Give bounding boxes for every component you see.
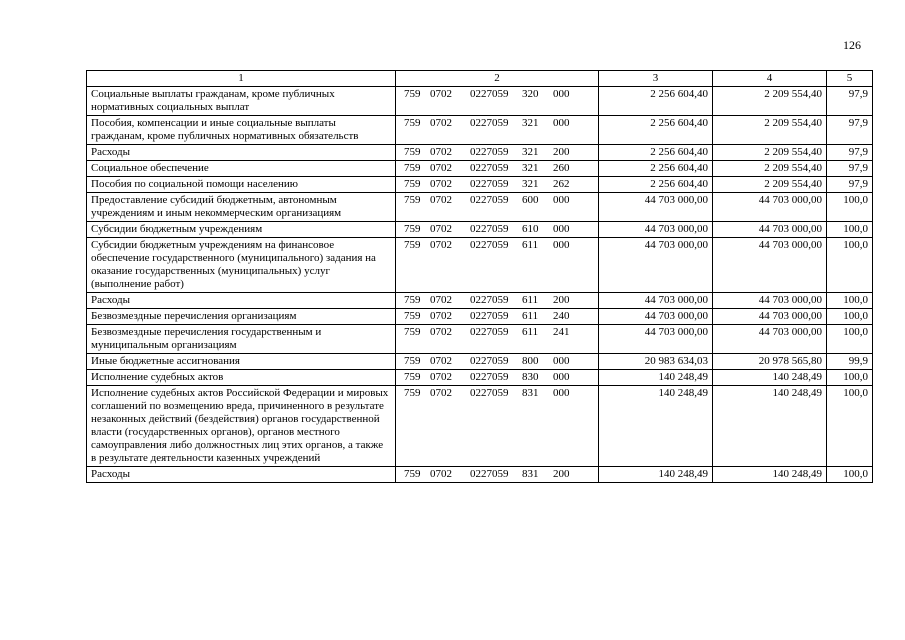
executed-amount: 2 209 554,40 bbox=[713, 87, 827, 116]
target-item-code: 0227059 bbox=[470, 178, 509, 190]
column-number-4: 4 bbox=[713, 71, 827, 87]
table-row bbox=[87, 177, 873, 193]
item-name: Социальные выплаты гражданам, кроме публичных нормативных социальных выплат bbox=[87, 87, 396, 116]
kosgu-code: 000 bbox=[553, 371, 570, 383]
execution-percent: 100,0 bbox=[827, 222, 873, 238]
section-code: 0702 bbox=[430, 146, 452, 158]
department-code: 759 bbox=[404, 162, 421, 174]
department-code: 759 bbox=[404, 294, 421, 306]
table-row bbox=[87, 309, 873, 325]
planned-amount: 44 703 000,00 bbox=[599, 193, 713, 222]
item-name: Предоставление субсидий бюджетным, автономным учреждениям и иным некоммерческим организациям bbox=[87, 193, 396, 222]
department-code: 759 bbox=[404, 223, 421, 235]
kosgu-code: 240 bbox=[553, 310, 570, 322]
table-row bbox=[87, 87, 873, 116]
item-name: Исполнение судебных актов bbox=[87, 370, 396, 386]
department-code: 759 bbox=[404, 88, 421, 100]
target-item-code: 0227059 bbox=[470, 294, 509, 306]
classification-codes bbox=[396, 177, 599, 193]
section-code: 0702 bbox=[430, 294, 452, 306]
executed-amount: 2 209 554,40 bbox=[713, 145, 827, 161]
expense-type-code: 610 bbox=[522, 223, 539, 235]
classification-codes bbox=[396, 116, 599, 145]
planned-amount: 44 703 000,00 bbox=[599, 222, 713, 238]
page-number: 126 bbox=[843, 38, 861, 52]
planned-amount: 2 256 604,40 bbox=[599, 177, 713, 193]
table-row bbox=[87, 145, 873, 161]
department-code: 759 bbox=[404, 326, 421, 338]
executed-amount: 140 248,49 bbox=[713, 386, 827, 467]
classification-codes bbox=[396, 354, 599, 370]
kosgu-code: 260 bbox=[553, 162, 570, 174]
table-row bbox=[87, 116, 873, 145]
classification-codes bbox=[396, 161, 599, 177]
execution-percent: 97,9 bbox=[827, 161, 873, 177]
section-code: 0702 bbox=[430, 178, 452, 190]
execution-percent: 100,0 bbox=[827, 467, 873, 483]
table-row bbox=[87, 354, 873, 370]
expense-type-code: 600 bbox=[522, 194, 539, 206]
expense-type-code: 611 bbox=[522, 239, 539, 251]
execution-percent: 100,0 bbox=[827, 370, 873, 386]
item-name: Безвозмездные перечисления организациям bbox=[87, 309, 396, 325]
target-item-code: 0227059 bbox=[470, 194, 509, 206]
planned-amount: 140 248,49 bbox=[599, 370, 713, 386]
execution-percent: 97,9 bbox=[827, 87, 873, 116]
kosgu-code: 000 bbox=[553, 117, 570, 129]
item-name: Пособия, компенсации и иные социальные выплаты гражданам, кроме публичных нормативных обязательств bbox=[87, 116, 396, 145]
planned-amount: 2 256 604,40 bbox=[599, 161, 713, 177]
expense-type-code: 611 bbox=[522, 310, 539, 322]
kosgu-code: 200 bbox=[553, 146, 570, 158]
section-code: 0702 bbox=[430, 194, 452, 206]
expense-type-code: 321 bbox=[522, 178, 539, 190]
expense-type-code: 320 bbox=[522, 88, 539, 100]
execution-percent: 97,9 bbox=[827, 145, 873, 161]
section-code: 0702 bbox=[430, 239, 452, 251]
executed-amount: 20 978 565,80 bbox=[713, 354, 827, 370]
section-code: 0702 bbox=[430, 326, 452, 338]
target-item-code: 0227059 bbox=[470, 468, 509, 480]
item-name: Расходы bbox=[87, 145, 396, 161]
classification-codes bbox=[396, 238, 599, 293]
classification-codes bbox=[396, 293, 599, 309]
table-row bbox=[87, 238, 873, 293]
kosgu-code: 262 bbox=[553, 178, 570, 190]
kosgu-code: 200 bbox=[553, 294, 570, 306]
department-code: 759 bbox=[404, 310, 421, 322]
column-number-3: 3 bbox=[599, 71, 713, 87]
execution-percent: 100,0 bbox=[827, 238, 873, 293]
expense-type-code: 831 bbox=[522, 387, 539, 399]
execution-percent: 97,9 bbox=[827, 177, 873, 193]
planned-amount: 44 703 000,00 bbox=[599, 293, 713, 309]
execution-percent: 100,0 bbox=[827, 309, 873, 325]
execution-percent: 99,9 bbox=[827, 354, 873, 370]
kosgu-code: 241 bbox=[553, 326, 570, 338]
classification-codes bbox=[396, 145, 599, 161]
section-code: 0702 bbox=[430, 223, 452, 235]
execution-percent: 100,0 bbox=[827, 293, 873, 309]
department-code: 759 bbox=[404, 194, 421, 206]
department-code: 759 bbox=[404, 371, 421, 383]
target-item-code: 0227059 bbox=[470, 239, 509, 251]
classification-codes bbox=[396, 467, 599, 483]
target-item-code: 0227059 bbox=[470, 146, 509, 158]
kosgu-code: 000 bbox=[553, 88, 570, 100]
section-code: 0702 bbox=[430, 355, 452, 367]
planned-amount: 44 703 000,00 bbox=[599, 325, 713, 354]
item-name: Пособия по социальной помощи населению bbox=[87, 177, 396, 193]
kosgu-code: 200 bbox=[553, 468, 570, 480]
planned-amount: 2 256 604,40 bbox=[599, 145, 713, 161]
target-item-code: 0227059 bbox=[470, 326, 509, 338]
executed-amount: 44 703 000,00 bbox=[713, 238, 827, 293]
item-name: Исполнение судебных актов Российской Федерации и мировых соглашений по возмещению вреда, причиненного в результате незаконных действий (бездействия) органов государственной власти (государственных органов), органов местного самоуправления либо должностных лиц этих органов, а также в результате деятельности казенных учреждений bbox=[87, 386, 396, 467]
planned-amount: 20 983 634,03 bbox=[599, 354, 713, 370]
target-item-code: 0227059 bbox=[470, 162, 509, 174]
classification-codes bbox=[396, 222, 599, 238]
executed-amount: 2 209 554,40 bbox=[713, 161, 827, 177]
classification-codes bbox=[396, 87, 599, 116]
item-name: Расходы bbox=[87, 467, 396, 483]
executed-amount: 44 703 000,00 bbox=[713, 325, 827, 354]
executed-amount: 44 703 000,00 bbox=[713, 193, 827, 222]
target-item-code: 0227059 bbox=[470, 355, 509, 367]
item-name: Субсидии бюджетным учреждениям bbox=[87, 222, 396, 238]
classification-codes bbox=[396, 386, 599, 467]
target-item-code: 0227059 bbox=[470, 223, 509, 235]
expense-type-code: 321 bbox=[522, 146, 539, 158]
table-row bbox=[87, 293, 873, 309]
execution-percent: 100,0 bbox=[827, 325, 873, 354]
kosgu-code: 000 bbox=[553, 387, 570, 399]
kosgu-code: 000 bbox=[553, 223, 570, 235]
column-number-1: 1 bbox=[87, 71, 396, 87]
section-code: 0702 bbox=[430, 468, 452, 480]
section-code: 0702 bbox=[430, 117, 452, 129]
kosgu-code: 000 bbox=[553, 239, 570, 251]
expense-type-code: 830 bbox=[522, 371, 539, 383]
section-code: 0702 bbox=[430, 88, 452, 100]
column-number-row bbox=[87, 71, 873, 87]
expense-type-code: 321 bbox=[522, 117, 539, 129]
planned-amount: 2 256 604,40 bbox=[599, 116, 713, 145]
kosgu-code: 000 bbox=[553, 194, 570, 206]
item-name: Субсидии бюджетным учреждениям на финансовое обеспечение государственного (муниципального) задания на оказание государственных (муниципальных) услуг (выполнение работ) bbox=[87, 238, 396, 293]
department-code: 759 bbox=[404, 146, 421, 158]
table-row bbox=[87, 467, 873, 483]
expense-type-code: 611 bbox=[522, 326, 539, 338]
classification-codes bbox=[396, 193, 599, 222]
classification-codes bbox=[396, 309, 599, 325]
item-name: Иные бюджетные ассигнования bbox=[87, 354, 396, 370]
execution-percent: 100,0 bbox=[827, 386, 873, 467]
classification-codes bbox=[396, 370, 599, 386]
executed-amount: 140 248,49 bbox=[713, 370, 827, 386]
executed-amount: 2 209 554,40 bbox=[713, 177, 827, 193]
department-code: 759 bbox=[404, 468, 421, 480]
target-item-code: 0227059 bbox=[470, 310, 509, 322]
department-code: 759 bbox=[404, 117, 421, 129]
table-row bbox=[87, 161, 873, 177]
executed-amount: 140 248,49 bbox=[713, 467, 827, 483]
target-item-code: 0227059 bbox=[470, 88, 509, 100]
table-row bbox=[87, 370, 873, 386]
target-item-code: 0227059 bbox=[470, 387, 509, 399]
table-body bbox=[87, 71, 873, 483]
column-number-2: 2 bbox=[396, 71, 599, 87]
classification-codes bbox=[396, 325, 599, 354]
planned-amount: 140 248,49 bbox=[599, 386, 713, 467]
planned-amount: 2 256 604,40 bbox=[599, 87, 713, 116]
target-item-code: 0227059 bbox=[470, 117, 509, 129]
executed-amount: 44 703 000,00 bbox=[713, 222, 827, 238]
item-name: Безвозмездные перечисления государственным и муниципальным организациям bbox=[87, 325, 396, 354]
table-row bbox=[87, 193, 873, 222]
target-item-code: 0227059 bbox=[470, 371, 509, 383]
expense-type-code: 611 bbox=[522, 294, 539, 306]
table-row bbox=[87, 386, 873, 467]
planned-amount: 140 248,49 bbox=[599, 467, 713, 483]
table-row bbox=[87, 222, 873, 238]
planned-amount: 44 703 000,00 bbox=[599, 309, 713, 325]
column-number-5: 5 bbox=[827, 71, 873, 87]
section-code: 0702 bbox=[430, 162, 452, 174]
execution-percent: 100,0 bbox=[827, 193, 873, 222]
planned-amount: 44 703 000,00 bbox=[599, 238, 713, 293]
section-code: 0702 bbox=[430, 310, 452, 322]
table-row bbox=[87, 325, 873, 354]
section-code: 0702 bbox=[430, 371, 452, 383]
item-name: Социальное обеспечение bbox=[87, 161, 396, 177]
expense-type-code: 321 bbox=[522, 162, 539, 174]
expense-type-code: 800 bbox=[522, 355, 539, 367]
execution-percent: 97,9 bbox=[827, 116, 873, 145]
item-name: Расходы bbox=[87, 293, 396, 309]
department-code: 759 bbox=[404, 239, 421, 251]
kosgu-code: 000 bbox=[553, 355, 570, 367]
department-code: 759 bbox=[404, 178, 421, 190]
executed-amount: 44 703 000,00 bbox=[713, 309, 827, 325]
department-code: 759 bbox=[404, 355, 421, 367]
executed-amount: 2 209 554,40 bbox=[713, 116, 827, 145]
budget-table bbox=[86, 70, 873, 483]
section-code: 0702 bbox=[430, 387, 452, 399]
expense-type-code: 831 bbox=[522, 468, 539, 480]
executed-amount: 44 703 000,00 bbox=[713, 293, 827, 309]
department-code: 759 bbox=[404, 387, 421, 399]
